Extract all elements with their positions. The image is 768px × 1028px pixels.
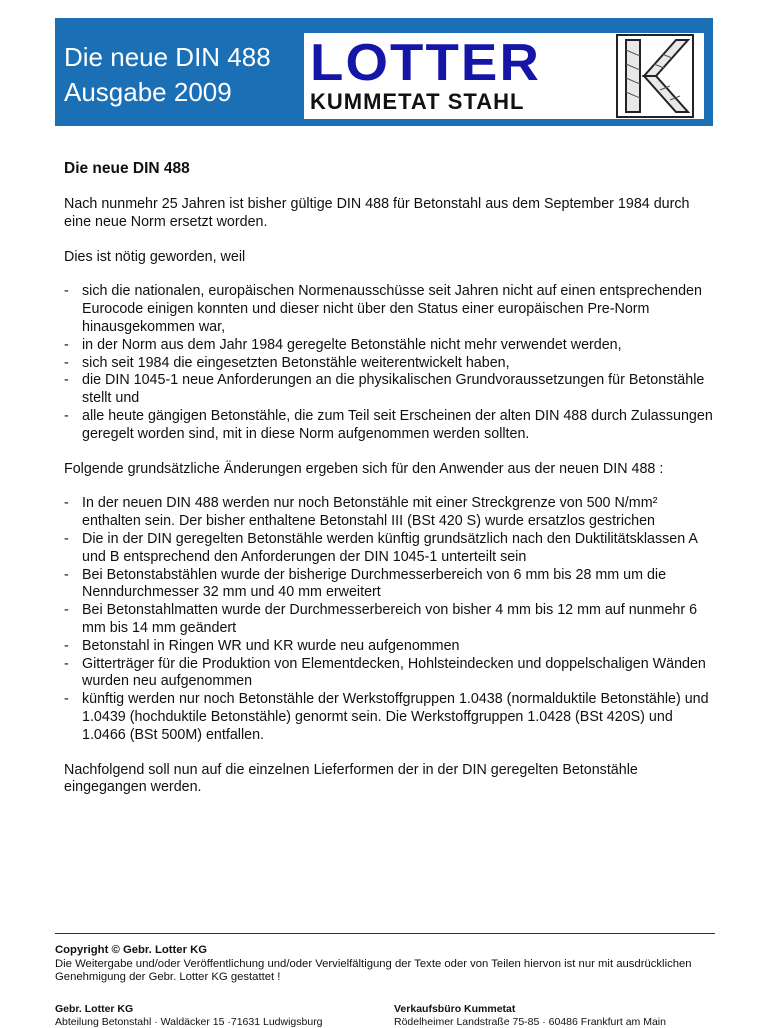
- address-kummetat: [394, 1003, 666, 1028]
- address-lotter-street: Abteilung Betonstahl · Waldäcker 15 ·71631 Ludwigsburg: [55, 1016, 323, 1028]
- closing-paragraph: Nachfolgend soll nun auf die einzelnen Lieferformen der in der DIN geregelten Betonstähle eingegangen werden.: [64, 762, 714, 798]
- list-item: - die DIN 1045-1 neue Anforderungen an die physikalischen Grundvoraussetzungen für Betonstähle stellt und: [64, 372, 714, 408]
- address-lotter-name: Gebr. Lotter KG: [55, 1003, 323, 1016]
- list-item: - Betonstahl in Ringen WR und KR wurde neu aufgenommen: [64, 638, 714, 656]
- list-item: - sich die nationalen, europäischen Normenausschüsse seit Jahren nicht auf einen entsprechenden Eurocode einigen konnten und dieser nicht über den Status einer europäischen Pre-Norm hinausgekommen war,: [64, 283, 714, 336]
- changes-list: [64, 495, 714, 744]
- company-logo: [304, 33, 704, 119]
- address-kummetat-street: Rödelheimer Landstraße 75-85 · 60486 Frankfurt am Main: [394, 1016, 666, 1028]
- list-item: - sich seit 1984 die eingesetzten Betonstähle weiterentwickelt haben,: [64, 355, 714, 373]
- list-item: - alle heute gängigen Betonstähle, die zum Teil seit Erscheinen der alten DIN 488 durch Zulassungen geregelt worden sind, mit in diese Norm aufgenommen werden sollten.: [64, 408, 714, 444]
- intro-paragraph: Nach nunmehr 25 Jahren ist bisher gültige DIN 488 für Betonstahl aus dem September 1984 durch eine neue Norm ersetzt worden.: [64, 196, 714, 232]
- copyright-notice: [55, 944, 715, 985]
- copyright-title: Copyright © Gebr. Lotter KG: [55, 944, 715, 958]
- k-emblem-icon: [616, 34, 694, 118]
- document-body: [64, 159, 714, 814]
- document-title: [64, 40, 271, 110]
- logo-subtitle: KUMMETAT STAHL: [310, 89, 524, 115]
- list-item: - Bei Betonstabstählen wurde der bisherige Durchmesserbereich von 6 mm bis 28 mm um die Nenndurchmesser 32 mm und 40 mm erweitert: [64, 567, 714, 603]
- reasons-list: [64, 283, 714, 443]
- title-line-2: Ausgabe 2009: [64, 75, 271, 110]
- list-item: - in der Norm aus dem Jahr 1984 geregelte Betonstähle nicht mehr verwendet werden,: [64, 337, 714, 355]
- footer-divider: [55, 933, 715, 934]
- changes-intro: Folgende grundsätzliche Änderungen ergeben sich für den Anwender aus der neuen DIN 488 :: [64, 461, 714, 479]
- list-item: - künftig werden nur noch Betonstähle der Werkstoffgruppen 1.0438 (normalduktile Betonstähle) und 1.0439 (hochduktile Betonstähle) genormt sein. Die Werkstoffgruppen 1.0428 (BSt 420S) und 1.0466 (BSt 500M) entfallen.: [64, 691, 714, 744]
- title-line-1: Die neue DIN 488: [64, 40, 271, 75]
- list-item: - Gitterträger für die Produktion von Elementdecken, Hohlsteindecken und doppelschaligen Wänden wurden neu aufgenommen: [64, 656, 714, 692]
- section-heading: Die neue DIN 488: [64, 159, 714, 179]
- copyright-text: Die Weitergabe und/oder Veröffentlichung und/oder Vervielfältigung der Texte oder von Teilen hiervon ist nur mit ausdrücklichen Genehmigung der Gebr. Lotter KG gestattet !: [55, 958, 715, 985]
- logo-wordmark: LOTTER: [310, 35, 541, 91]
- list-item: - In der neuen DIN 488 werden nur noch Betonstähle mit einer Streckgrenze von 500 N/mm² enthalten sein. Der bisher enthaltene Betonstahl III (BSt 420 S) wurde ersatzlos gestrichen: [64, 495, 714, 531]
- header-banner: [55, 18, 713, 126]
- reason-intro: Dies ist nötig geworden, weil: [64, 249, 714, 267]
- list-item: - Bei Betonstahlmatten wurde der Durchmesserbereich von bisher 4 mm bis 12 mm auf nunmehr 6 mm bis 14 mm geändert: [64, 602, 714, 638]
- address-lotter: [55, 1003, 323, 1028]
- list-item: - Die in der DIN geregelten Betonstähle werden künftig grundsätzlich nach den Duktilitätsklassen A und B entsprechend den Anforderungen der DIN 1045-1 unterteilt sein: [64, 531, 714, 567]
- address-kummetat-name: Verkaufsbüro Kummetat: [394, 1003, 666, 1016]
